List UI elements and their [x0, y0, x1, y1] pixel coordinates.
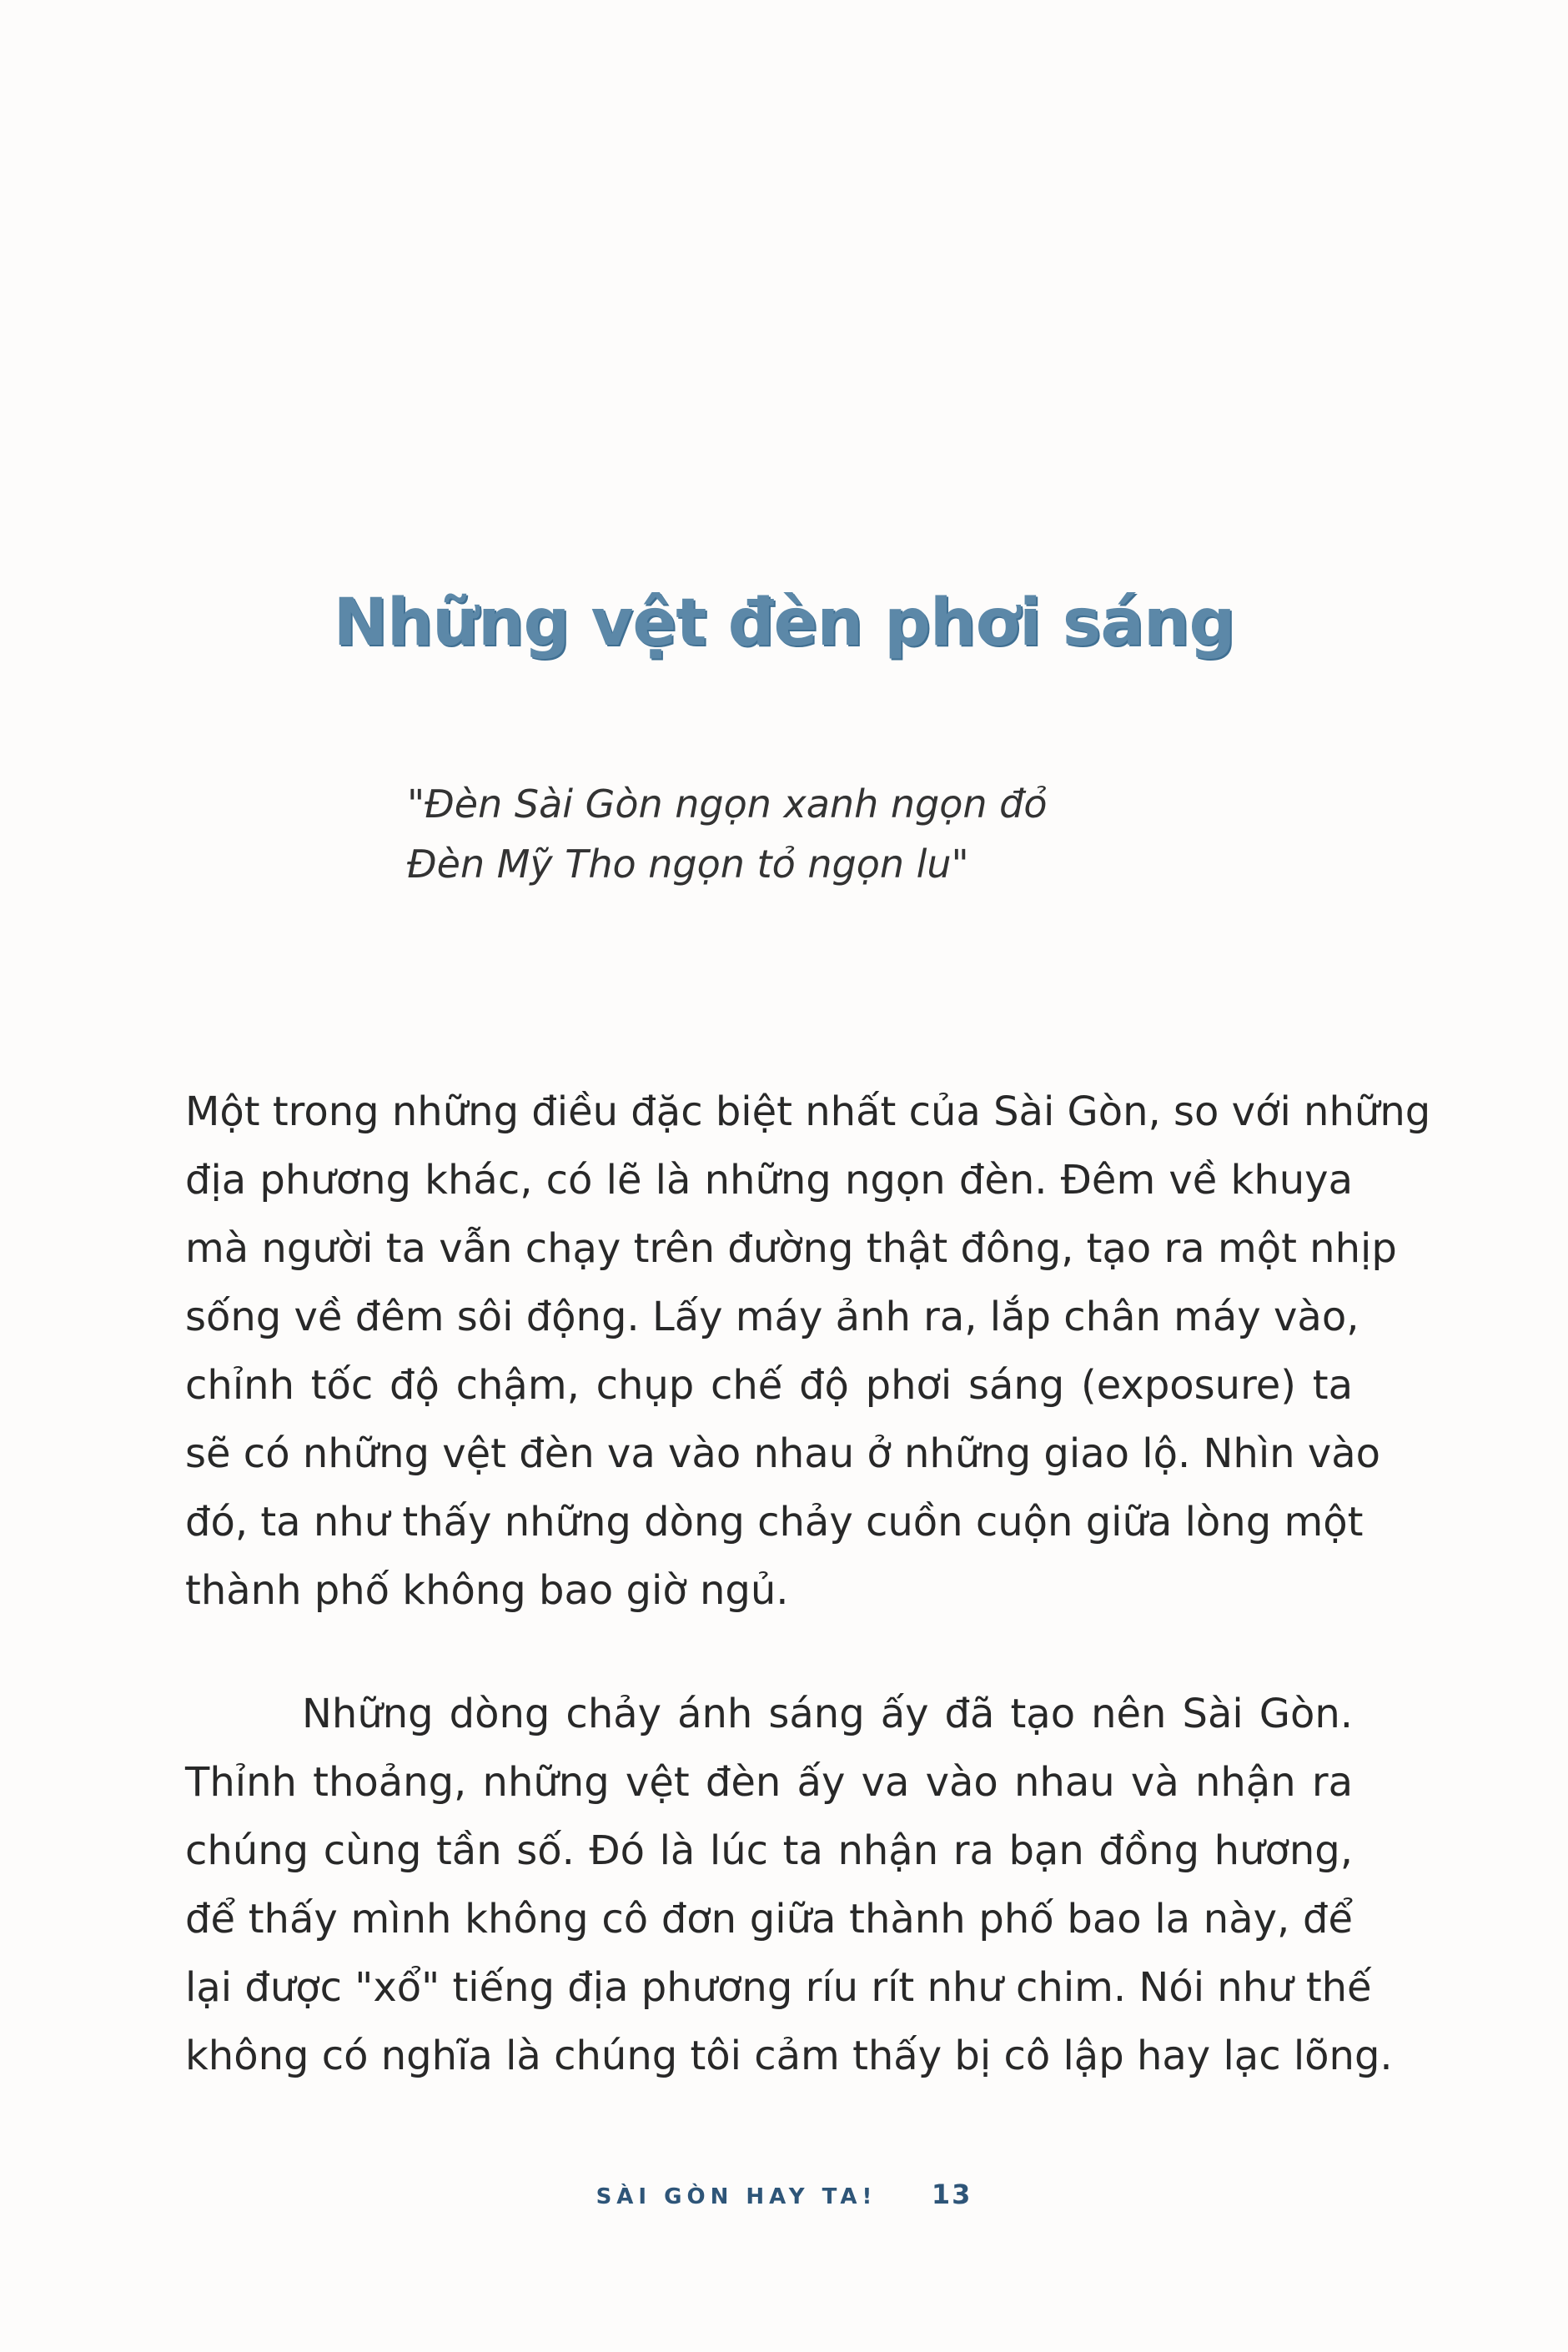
text-line: Một trong những điều đặc biệt nhất của Sài Gòn, so với những	[185, 1088, 1431, 1135]
text-line: chúng cùng tần số. Đó là lúc ta nhận ra bạn đồng hương,	[185, 1827, 1353, 1874]
text-line: sẽ có những vệt đèn va vào nhau ở những giao lộ. Nhìn vào	[185, 1430, 1381, 1477]
text-line: sống về đêm sôi động. Lấy máy ảnh ra, lắp chân máy vào,	[185, 1294, 1359, 1340]
text-line: thành phố không bao giờ ngủ.	[185, 1567, 789, 1614]
running-title: SÀI GÒN HAY TA!	[596, 2184, 877, 2209]
epigraph-line: Đèn Mỹ Tho ngọn tỏ ngọn lu"	[407, 842, 969, 887]
text-line: chỉnh tốc độ chậm, chụp chế độ phơi sáng (exposure) ta	[185, 1362, 1353, 1409]
text-line: mà người ta vẫn chạy trên đường thật đông, tạo ra một nhịp	[185, 1225, 1397, 1272]
chapter-title: Những vệt đèn phơi sáng	[333, 585, 1235, 661]
text-line: lại được "xổ" tiếng địa phương ríu rít như chim. Nói như thế	[185, 1964, 1372, 2011]
text-line: đó, ta như thấy những dòng chảy cuồn cuộn giữa lòng một	[185, 1499, 1364, 1545]
epigraph	[407, 774, 1047, 894]
text-line: Thỉnh thoảng, những vệt đèn ấy va vào nhau và nhận ra	[185, 1759, 1353, 1806]
paragraph-1	[185, 1078, 1431, 1625]
text-line: không có nghĩa là chúng tôi cảm thấy bị cô lập hay lạc lõng.	[185, 2033, 1393, 2079]
paragraph-2	[185, 1680, 1393, 2090]
text-line: Những dòng chảy ánh sáng ấy đã tạo nên Sài Gòn.	[302, 1691, 1353, 1737]
page-number: 13	[931, 2179, 972, 2210]
text-line: để thấy mình không cô đơn giữa thành phố bao la này, để	[185, 1896, 1353, 1942]
epigraph-line: "Đèn Sài Gòn ngọn xanh ngọn đỏ	[407, 781, 1048, 827]
text-line: địa phương khác, có lẽ là những ngọn đèn. Đêm về khuya	[185, 1157, 1353, 1204]
page-footer	[0, 2179, 1568, 2210]
